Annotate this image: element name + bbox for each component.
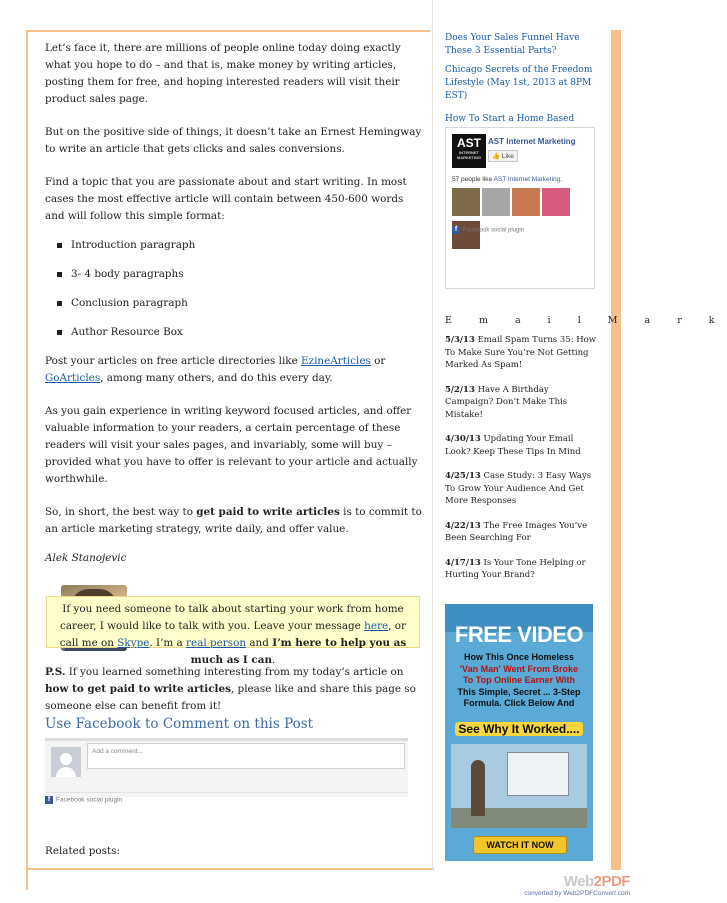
format-list bbox=[57, 237, 423, 341]
ad-line: This Simple, Secret ... 3-Step bbox=[457, 686, 581, 697]
facebook-plugin-footer bbox=[45, 792, 408, 804]
ast-logo bbox=[452, 134, 486, 168]
text-span: 57 people like bbox=[452, 176, 494, 183]
plugin-label: Facebook social plugin bbox=[463, 227, 525, 234]
text-span: So, in short, the best way to bbox=[45, 506, 197, 518]
post-link[interactable]: Email Spam Turns 35: How To Make Sure You’re Not Getting Marked As Spam! bbox=[445, 335, 597, 370]
like-label: Like bbox=[501, 153, 514, 160]
fan-avatar[interactable] bbox=[452, 188, 480, 216]
skype-link[interactable]: Skype bbox=[117, 637, 150, 649]
fan-avatar[interactable] bbox=[542, 188, 570, 216]
sidebar-post-link[interactable]: Does Your Sales Funnel Have These 3 Essential Parts? bbox=[445, 33, 580, 56]
ps-label: P.S. bbox=[45, 666, 66, 678]
free-video-ad[interactable] bbox=[445, 604, 593, 861]
ad-line: 'Van Man' Went From Broke bbox=[459, 663, 579, 674]
related-posts-heading: Related posts: bbox=[45, 845, 121, 857]
facebook-icon: f bbox=[45, 796, 53, 804]
text-span: . bbox=[272, 654, 276, 666]
author-name: Alek Stanojevic bbox=[45, 552, 127, 564]
article-paragraph bbox=[45, 353, 423, 387]
postscript bbox=[45, 664, 425, 715]
fan-avatar[interactable] bbox=[512, 188, 540, 216]
post-date: 5/3/13 bbox=[445, 335, 475, 345]
text-span: is to commit to an article marketing strategy, write daily, and offer value. bbox=[45, 506, 422, 535]
ad-video-thumbnail bbox=[451, 744, 587, 828]
text-span: . bbox=[560, 176, 563, 183]
ezinearticles-link[interactable]: EzineArticles bbox=[301, 355, 371, 367]
post-link[interactable]: Case Study: 3 Easy Ways To Grow Your Audience And Get More Responses bbox=[445, 471, 592, 506]
post-link[interactable]: The Free Images You’ve Been Searching For bbox=[445, 520, 588, 543]
real-person-link[interactable]: real person bbox=[186, 637, 247, 649]
article-paragraph: Let’s face it, there are millions of people online today doing exactly what you hope to do – and that is, make money by writing articles, posting them for free, and hoping interested readers will visit their product sales page. bbox=[45, 42, 401, 105]
ad-line: To Top Online Earner With bbox=[462, 675, 576, 685]
logo-part: 2PDF bbox=[593, 873, 630, 890]
logo-subtext: INTERNET MARKETING bbox=[456, 150, 482, 160]
article-paragraph: Find a topic that you are passionate about and start writing. In most cases the most effective article will contain between 450-600 words and will follow this simple format: bbox=[45, 176, 407, 222]
article-body bbox=[45, 40, 423, 651]
list-item bbox=[445, 470, 597, 508]
bold-phrase: I’m here to help you as much as I can bbox=[190, 637, 407, 666]
post-link[interactable]: Is Your Tone Helping or Hurting Your Brand? bbox=[445, 557, 586, 580]
text-span: , or call me on bbox=[59, 620, 406, 649]
fans-faces bbox=[452, 188, 594, 254]
facebook-like-box bbox=[445, 127, 595, 289]
text-span: or bbox=[370, 355, 386, 367]
text-span: If you learned something interesting from my today’s article on bbox=[65, 666, 404, 678]
sidebar-accent-bar bbox=[611, 30, 621, 870]
list-item: Introduction paragraph bbox=[57, 237, 423, 254]
goarticles-link[interactable]: GoArticles bbox=[45, 372, 101, 384]
facebook-comment-box bbox=[45, 738, 408, 797]
post-date: 4/22/13 bbox=[445, 520, 481, 531]
ad-copy bbox=[451, 652, 587, 710]
ad-line: Formula. Click Below And bbox=[463, 698, 575, 708]
ad-cta: See Why It Worked.... bbox=[455, 722, 583, 736]
list-item bbox=[445, 334, 597, 372]
post-link[interactable]: Updating Your Email Look? Keep These Tips In Mind bbox=[445, 434, 581, 457]
text-span: , please like and share this page so someone else can benefit from it! bbox=[45, 683, 416, 712]
comment-input[interactable]: Add a comment... bbox=[87, 743, 405, 769]
text-span: Post your articles on free article directories like bbox=[45, 355, 302, 367]
contact-callout bbox=[46, 596, 420, 666]
bold-phrase: get paid to write articles bbox=[196, 506, 340, 518]
column-divider bbox=[432, 0, 433, 870]
text-span: , among many others, and do this every day. bbox=[100, 372, 333, 384]
article-paragraph: But on the positive side of things, it doesn’t take an Ernest Hemingway to write an article that gets clicks and sales conversions. bbox=[45, 126, 422, 155]
web2pdf-badge[interactable] bbox=[508, 873, 630, 897]
fans-count bbox=[452, 176, 562, 183]
post-date: 4/30/13 bbox=[445, 434, 481, 444]
text-span: and bbox=[246, 637, 273, 649]
facebook-comments-title: Use Facebook to Comment on this Post bbox=[45, 716, 314, 732]
plugin-label: Facebook social plugin bbox=[56, 796, 123, 804]
list-item bbox=[445, 520, 597, 545]
text-span: If you need someone to talk about starting your work from home career, I would like to talk with you. Leave your message bbox=[60, 603, 404, 632]
avatar bbox=[51, 747, 81, 777]
logo-part: Web bbox=[563, 873, 594, 890]
text-span: . I’m a bbox=[149, 637, 187, 649]
post-link[interactable]: Have A Birthday Campaign? Don’t Make This Mistake! bbox=[445, 384, 568, 420]
list-item bbox=[445, 384, 597, 422]
email-marketing-posts bbox=[445, 334, 597, 594]
facebook-icon: f bbox=[452, 226, 460, 234]
list-item: Author Resource Box bbox=[57, 324, 423, 341]
sidebar-post-link[interactable]: How To Start a Home Based bbox=[445, 114, 575, 124]
article-paragraph bbox=[45, 504, 423, 538]
page-link[interactable]: AST Internet Marketing bbox=[493, 176, 561, 183]
list-item: 3- 4 body paragraphs bbox=[57, 266, 423, 283]
sidebar-post-link[interactable]: Chicago Secrets of the Freedom Lifestyle (May 1st, 2013 at 8PM EST) bbox=[445, 65, 593, 101]
content-frame-top bbox=[26, 30, 430, 32]
ad-title: FREE VIDEO bbox=[454, 622, 584, 647]
converted-by-label: converted by Web2PDFConvert.com bbox=[524, 890, 630, 897]
facebook-plugin-footer bbox=[452, 226, 524, 234]
fan-avatar[interactable] bbox=[482, 188, 510, 216]
content-frame-left bbox=[26, 30, 28, 890]
content-frame-bottom bbox=[26, 868, 434, 870]
post-date: 5/2/13 bbox=[445, 384, 475, 395]
leave-message-link[interactable]: here bbox=[364, 620, 389, 632]
thumbs-up-icon: 👍 bbox=[492, 153, 501, 160]
whiteboard bbox=[507, 752, 569, 796]
watch-it-now-button[interactable]: WATCH IT NOW bbox=[473, 836, 567, 854]
post-date: 4/25/13 bbox=[445, 471, 481, 481]
article-paragraph: As you gain experience in writing keyword focused articles, and offer valuable information to your readers, a certain percentage of these readers will visit your sales pages, and invariably, some will buy – provided what you have to offer is relevant to your article and actually worthwhile. bbox=[45, 405, 418, 485]
list-item bbox=[445, 557, 597, 582]
presenter bbox=[471, 760, 485, 816]
bold-phrase: how to get paid to write articles bbox=[45, 683, 231, 695]
list-item: Conclusion paragraph bbox=[57, 295, 423, 312]
post-date: 4/17/13 bbox=[445, 557, 481, 568]
logo-text: AST bbox=[457, 136, 481, 150]
list-item bbox=[445, 433, 597, 458]
facebook-page-name[interactable]: AST Internet Marketing bbox=[488, 137, 576, 146]
like-button[interactable] bbox=[488, 150, 518, 162]
web2pdf-logo bbox=[508, 873, 630, 890]
ad-line: How This Once Homeless bbox=[463, 652, 575, 662]
email-marketing-heading: E m a i l M a r k bbox=[445, 315, 727, 326]
